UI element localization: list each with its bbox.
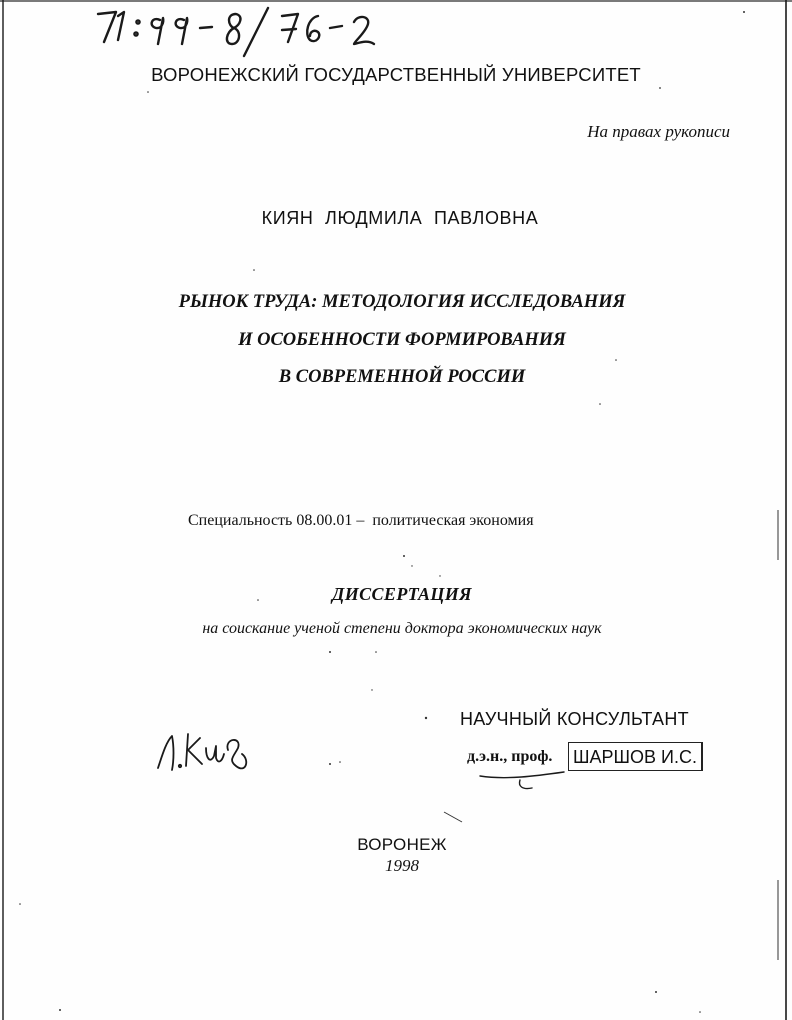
handwritten-archive-number	[68, 4, 408, 58]
document-type: ДИССЕРТАЦИЯ	[332, 584, 472, 604]
author-name: КИЯН ЛЮДМИЛА ПАВЛОВНА	[261, 208, 539, 228]
city: ВОРОНЕЖ	[357, 835, 447, 854]
manuscript-rights-note: На правах рукописи	[587, 122, 730, 141]
pen-underline-mark	[476, 766, 576, 794]
dissertation-title-line: В СОВРЕМЕННОЙ РОССИИ	[278, 367, 526, 387]
author-signature	[150, 716, 260, 776]
dissertation-title-line: РЫНОК ТРУДА: МЕТОДОЛОГИЯ ИССЛЕДОВАНИЯ	[178, 292, 626, 312]
scientific-consultant-label: НАУЧНЫЙ КОНСУЛЬТАНТ	[460, 709, 689, 729]
dissertation-title-line: И ОСОБЕННОСТИ ФОРМИРОВАНИЯ	[238, 330, 566, 350]
degree-line: на соискание ученой степени доктора экономических наук	[202, 620, 602, 637]
consultant-name: ШАРШОВ И.С.	[568, 742, 703, 771]
university-name: ВОРОНЕЖСКИЙ ГОСУДАРСТВЕННЫЙ УНИВЕРСИТЕТ	[151, 64, 641, 85]
consultant-degree: д.э.н., проф.	[467, 748, 553, 765]
specialty-line: Специальность 08.00.01 – политическая экономия	[188, 512, 534, 529]
scan-top-edge	[0, 0, 792, 2]
year: 1998	[385, 856, 419, 875]
